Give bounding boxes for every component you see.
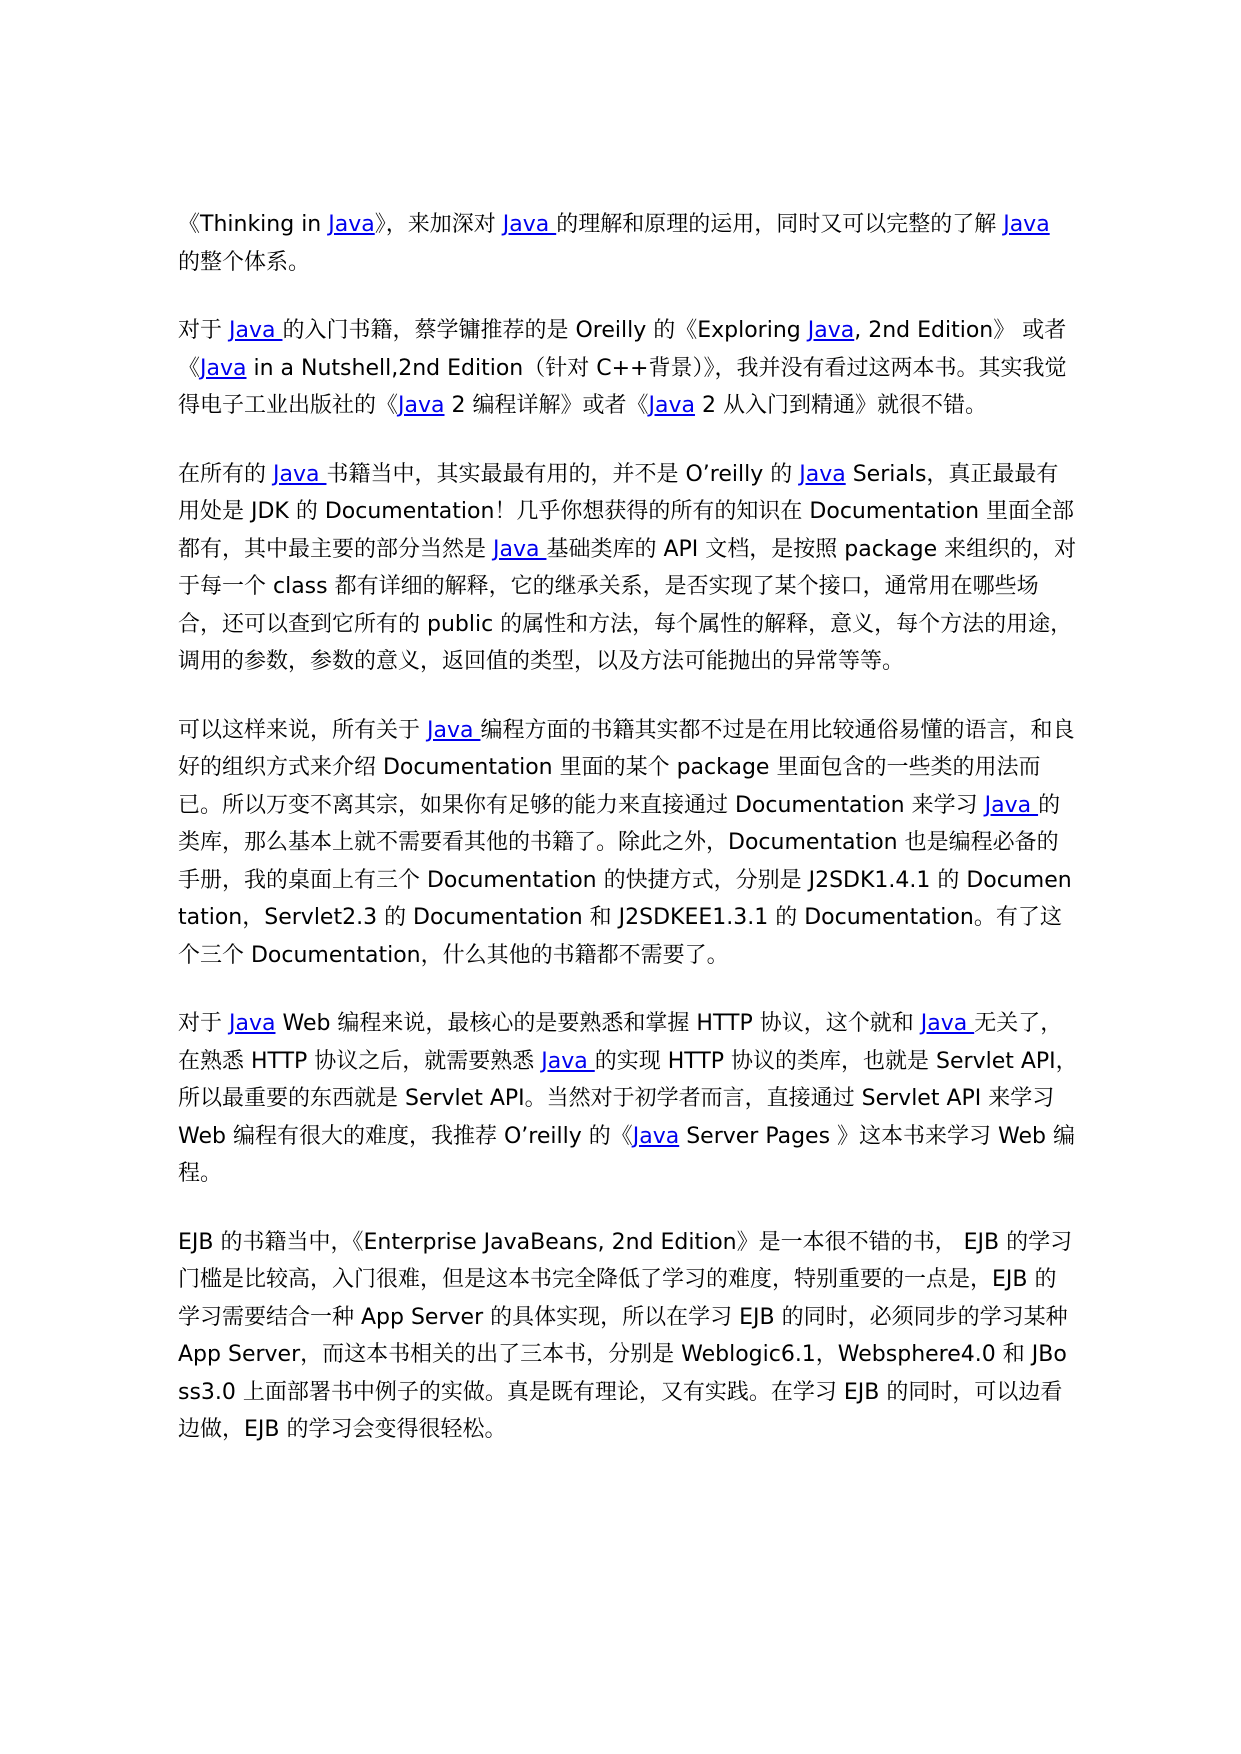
java-link[interactable]: Java bbox=[493, 536, 547, 562]
text-run: 的整个体系。 bbox=[178, 249, 311, 275]
paragraph bbox=[178, 456, 1078, 681]
document-body bbox=[178, 206, 1078, 1449]
text-run: 在所有的 bbox=[178, 461, 273, 487]
text-run: 无关了，在熟悉 HTTP 协议之后，就需要熟悉 bbox=[178, 1011, 1063, 1074]
java-link[interactable]: Java bbox=[541, 1048, 595, 1074]
java-link[interactable]: Java bbox=[920, 1011, 975, 1036]
text-run: 的入门书籍，蔡学镛推荐的是 Oreilly 的《Exploring bbox=[282, 318, 808, 343]
text-run: , 2nd Edition》 或者《 bbox=[178, 318, 1067, 381]
java-link[interactable]: Java bbox=[632, 1123, 680, 1149]
text-run: 的理解和原理的运用，同时又可以完整的了解 bbox=[556, 212, 1004, 237]
text-run: EJB 的书籍当中，《Enterprise JavaBeans, 2nd Edition》是一本很不错的书， EJB 的学习门槛是比较高，入门很难，但是这本书完全降低了学习的难度，特别重要的一点是，EJB 的学习需要结合一种 App Server 的具体实现，所以在学习 EJB 的同时，必须同步的学习某种 App Server，而这本书相关的出了三本书，分别是 Weblogic6.1，Websphere4.0 和 JBoss3.0 上面部署书中例子的实做。真是既有理论，又有实践。在学习 EJB 的同时，可以边看边做，EJB 的学习会变得很轻松。 bbox=[178, 1229, 1073, 1442]
java-link[interactable]: Java bbox=[502, 212, 557, 237]
java-link[interactable]: Java bbox=[799, 461, 846, 487]
paragraph bbox=[178, 712, 1078, 975]
java-link[interactable]: Java bbox=[273, 461, 327, 487]
text-run: 的实现 HTTP 协议的类库，也就是 Servlet API，所以最重要的东西就是 Servlet API。当然对于初学者而言，直接通过 Servlet API 来学习 Web 编程有很大的难度，我推荐 O’reilly 的《 bbox=[178, 1048, 1078, 1149]
java-link[interactable]: Java bbox=[984, 792, 1039, 818]
java-link[interactable]: Java bbox=[229, 1011, 276, 1036]
text-run: Serials，真正最最有用处是 JDK 的 Documentation！几乎你想获得的所有的知识在 Documentation 里面全部都有，其中最主要的部分当然是 bbox=[178, 461, 1075, 562]
paragraph bbox=[178, 1005, 1078, 1193]
text-run: 《Thinking in bbox=[178, 212, 329, 237]
paragraph bbox=[178, 206, 1078, 281]
java-link[interactable]: Java bbox=[398, 393, 445, 418]
java-link[interactable]: Java bbox=[229, 318, 283, 343]
text-run: in a Nutshell,2nd Edition（针对 C++背景）》，我并没有看过这两本书。其实我觉得电子工业出版社的《 bbox=[178, 355, 1067, 418]
text-run: 》，来加深对 bbox=[374, 212, 503, 237]
java-link[interactable]: Java bbox=[200, 355, 247, 381]
java-link[interactable]: Java bbox=[1003, 212, 1050, 237]
text-run: 的类库，那么基本上就不需要看其他的书籍了。除此之外，Documentation 也是编程必备的手册，我的桌面上有三个 Documentation 的快捷方式，分别是 J2SDK1.4.1 的 Documentation，Servlet2.3 的 Documentation 和 J2SDKEE1.3.1 的 Documentation。有了这个三个 Documentation，什么其他的书籍都不需要了。 bbox=[178, 792, 1072, 968]
text-run: 基础类库的 API 文档，是按照 package 来组织的，对于每一个 class 都有详细的解释，它的继承关系，是否实现了某个接口，通常用在哪些场合，还可以查到它所有的 public 的属性和方法，每个属性的解释，意义，每个方法的用途，调用的参数，参数的意义，返回值的类型，以及方法可能抛出的异常等等。 bbox=[178, 536, 1077, 674]
java-link[interactable]: Java bbox=[427, 717, 481, 743]
text-run: Server Pages 》这本书来学习 Web 编程。 bbox=[178, 1123, 1075, 1186]
java-link[interactable]: Java bbox=[648, 393, 695, 418]
text-run: 2 从入门到精通》就很不错。 bbox=[694, 393, 987, 418]
text-run: 2 编程详解》或者《 bbox=[444, 393, 649, 418]
text-run: 编程方面的书籍其实都不过是在用比较通俗易懂的语言，和良好的组织方式来介绍 Documentation 里面的某个 package 里面包含的一些类的用法而已。所以万变不离其宗，如果你有足够的能力来直接通过 Documentation 来学习 bbox=[178, 717, 1075, 818]
text-run: Web 编程来说，最核心的是要熟悉和掌握 HTTP 协议，这个就和 bbox=[275, 1011, 921, 1036]
paragraph bbox=[178, 312, 1078, 425]
text-run: 可以这样来说，所有关于 bbox=[178, 717, 427, 743]
text-run: 书籍当中，其实最最有用的，并不是 O’reilly 的 bbox=[326, 461, 800, 487]
paragraph bbox=[178, 1224, 1078, 1449]
java-link[interactable]: Java bbox=[807, 318, 855, 343]
text-run: 对于 bbox=[178, 1011, 229, 1036]
text-run: 对于 bbox=[178, 318, 229, 343]
java-link[interactable]: Java bbox=[328, 212, 375, 237]
